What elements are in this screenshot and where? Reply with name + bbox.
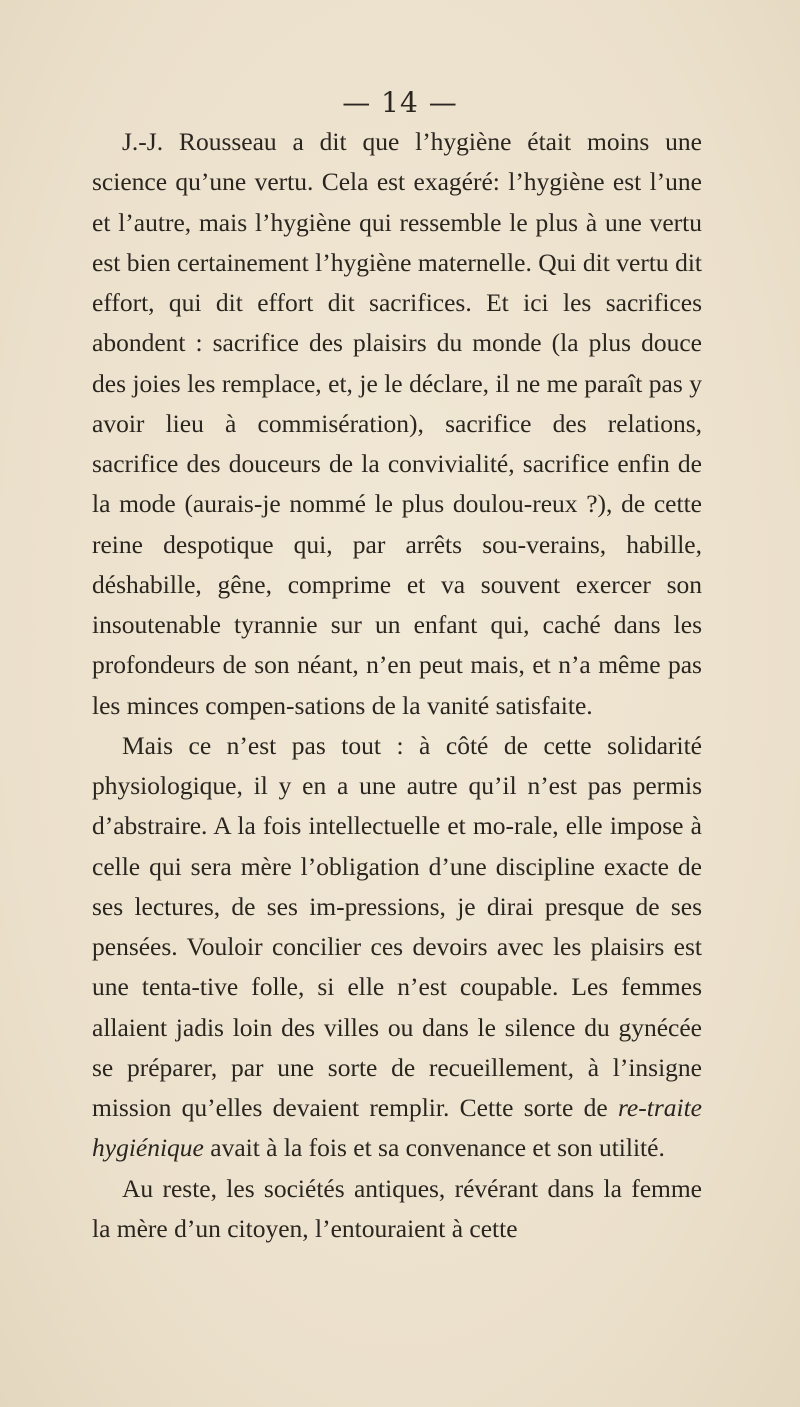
paragraph-3: Au reste, les sociétés antiques, révérant dans la femme la mère d’un citoyen, l’entouraient à cette [92, 1173, 702, 1243]
paragraph-2-text-before: Mais ce n’est pas tout : à côté de cette solidarité physiologique, il y en a une autre qu’il n’est pas permis d’abstraire. A la fois intellectuelle et mo-rale, elle impose à celle qui sera mère l’obligation d’une discipline exacte de ses lectures, de ses im-pressions, je dirai presque de ses pensées. Vouloir concilier ces devoirs avec les plaisirs est une tenta-tive folle, si elle n’est coupable. Les femmes allaient jadis loin des villes ou dans le silence du gynécée se préparer, par une sorte de recueillement, à l’insigne mission qu’elles devaient remplir. Cette sorte de [92, 730, 702, 1122]
paragraph-2 [92, 726, 702, 1169]
page-number: — 14 — [342, 86, 458, 119]
paragraph-1: J.-J. Rousseau a dit que l’hygiène était moins une science qu’une vertu. Cela est exagéré: l’hygiène est l’une et l’autre, mais l’hygiène qui ressemble le plus à une vertu est bien certainement l’hygiène maternelle. Qui dit vertu dit effort, qui dit effort dit sacrifices. Et ici les sacrifices abondent : sacrifice des plaisirs du monde (la plus douce des joies les remplace, et, je le déclare, il ne me paraît pas y avoir lieu à commisération), sacrifice des relations, sacrifice des douceurs de la convivialité, sacrifice enfin de la mode (aurais-je nommé le plus doulou-reux ?), de cette reine despotique qui, par arrêts sou-verains, habille, déshabille, gêne, comprime et va souvent exercer son insoutenable tyrannie sur un enfant qui, caché dans les profondeurs de son néant, n’en peut mais, et n’a même pas les minces compen-sations de la vanité satisfaite. [92, 127, 702, 720]
paragraph-2-italic-term: re-traite hygiénique [92, 1093, 702, 1163]
paragraph-2-text-after: avait à la fois et sa convenance et son utilité. [203, 1133, 665, 1163]
body-text [92, 122, 702, 1249]
